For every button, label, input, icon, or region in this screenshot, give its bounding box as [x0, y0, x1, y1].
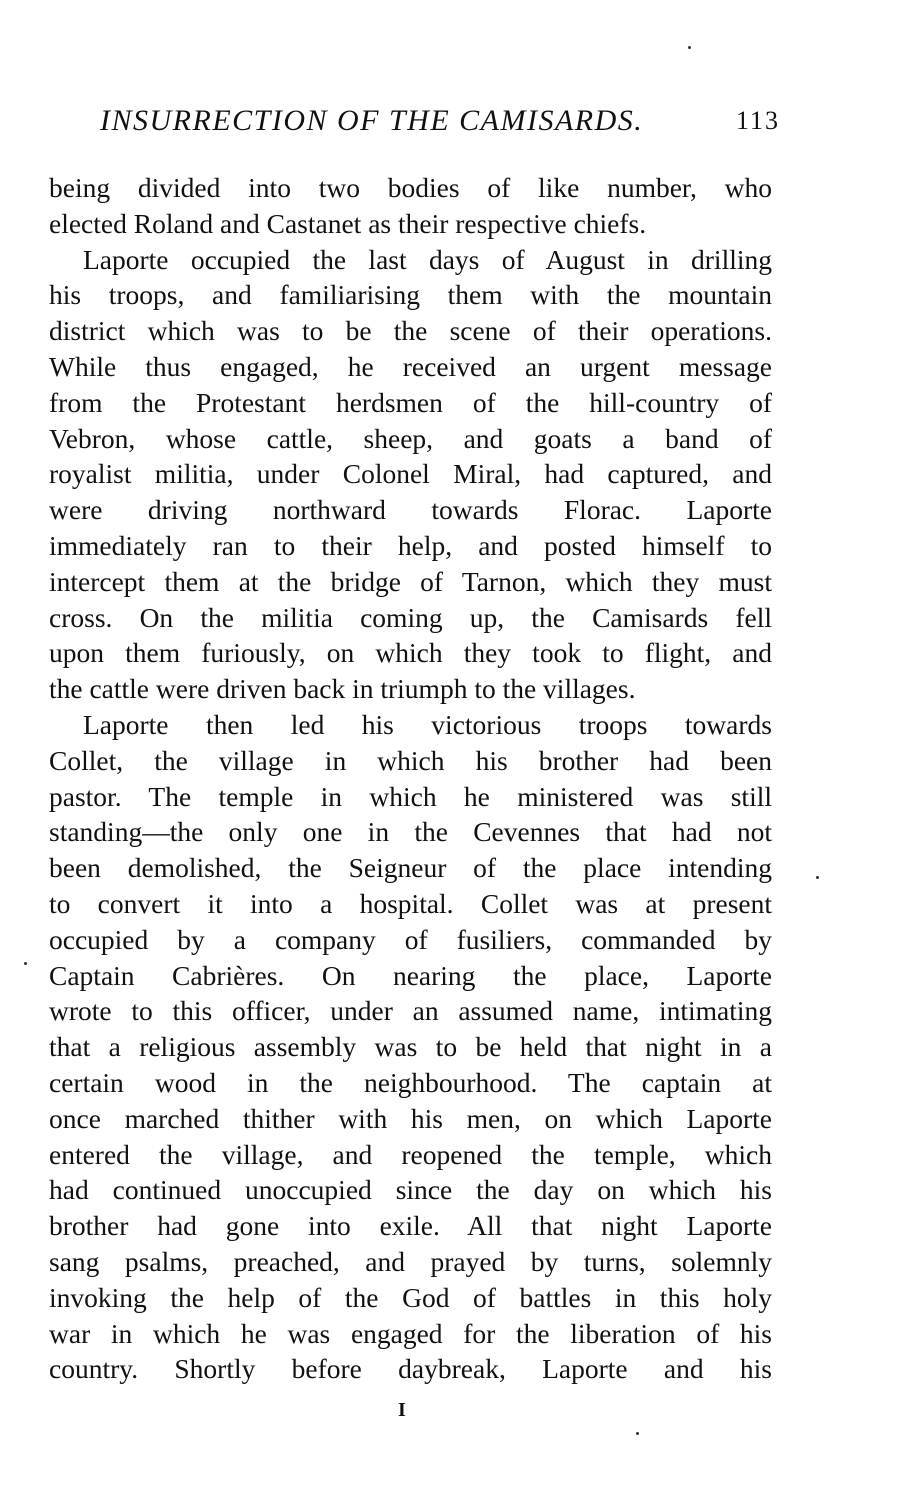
text-line: Collet, the village in which his brother had been: [49, 744, 772, 776]
text-line: to convert it into a hospital. Collet was at present: [49, 887, 772, 919]
text-line: brother had gone into exile. All that night Laporte: [49, 1210, 772, 1242]
text-line: entered the village, and reopened the temple, which: [49, 1138, 772, 1170]
text-line: had continued unoccupied since the day on which his: [49, 1174, 772, 1206]
paper-speck: [636, 1432, 639, 1435]
text-line: royalist militia, under Colonel Miral, had captured, and: [49, 458, 772, 490]
text-line: elected Roland and Castanet as their respective chiefs.: [49, 207, 647, 239]
text-line: invoking the help of the God of battles in this holy: [49, 1281, 772, 1313]
text-line: being divided into two bodies of like number, who: [49, 172, 772, 203]
text-line: been demolished, the Seigneur of the place intending: [49, 852, 772, 884]
text-line: cross. On the militia coming up, the Camisards fell: [49, 601, 772, 633]
text-line: intercept them at the bridge of Tarnon, which they must: [49, 565, 772, 597]
text-line: standing—the only one in the Cevennes that had not: [49, 816, 772, 848]
text-line: While thus engaged, he received an urgent message: [49, 350, 772, 382]
text-line: Vebron, whose cattle, sheep, and goats a band of: [49, 422, 772, 454]
text-line: from the Protestant herdsmen of the hill-country of: [49, 386, 772, 418]
text-line: certain wood in the neighbourhood. The captain at: [49, 1066, 772, 1098]
paper-speck: [24, 962, 27, 965]
text-line: upon them furiously, on which they took to flight, and: [49, 637, 772, 669]
text-line: once marched thither with his men, on which Laporte: [49, 1102, 772, 1134]
paper-speck: [688, 46, 691, 49]
text-line: the cattle were driven back in triumph to the villages.: [49, 673, 636, 705]
text-line: country. Shortly before daybreak, Laporte and his: [49, 1353, 772, 1385]
running-title: INSURRECTION OF THE CAMISARDS.: [100, 104, 644, 137]
text-line: sang psalms, preached, and prayed by turns, solemnly: [49, 1245, 772, 1277]
text-line: district which was to be the scene of their operations.: [49, 315, 772, 347]
text-line: Laporte then led his victorious troops towards: [83, 708, 772, 740]
text-line: were driving northward towards Florac. Laporte: [49, 494, 772, 526]
text-line: that a religious assembly was to be held that night in a: [49, 1031, 772, 1063]
text-line: wrote to this officer, under an assumed name, intimating: [49, 995, 772, 1027]
paper-speck: [816, 876, 819, 879]
text-line: Laporte occupied the last days of August in drilling: [83, 243, 772, 275]
signature-mark: I: [398, 1399, 406, 1421]
text-line: occupied by a company of fusiliers, commanded by: [49, 923, 772, 955]
body-text: [49, 170, 772, 1387]
text-line: war in which he was engaged for the liberation of his: [49, 1317, 772, 1349]
page-number: 113: [735, 106, 780, 135]
text-line: pastor. The temple in which he ministered was still: [49, 780, 772, 812]
text-line: Captain Cabrières. On nearing the place, Laporte: [49, 959, 772, 991]
page-header: [100, 100, 780, 140]
text-line: his troops, and familiarising them with the mountain: [49, 279, 772, 311]
text-line: immediately ran to their help, and posted himself to: [49, 529, 772, 561]
